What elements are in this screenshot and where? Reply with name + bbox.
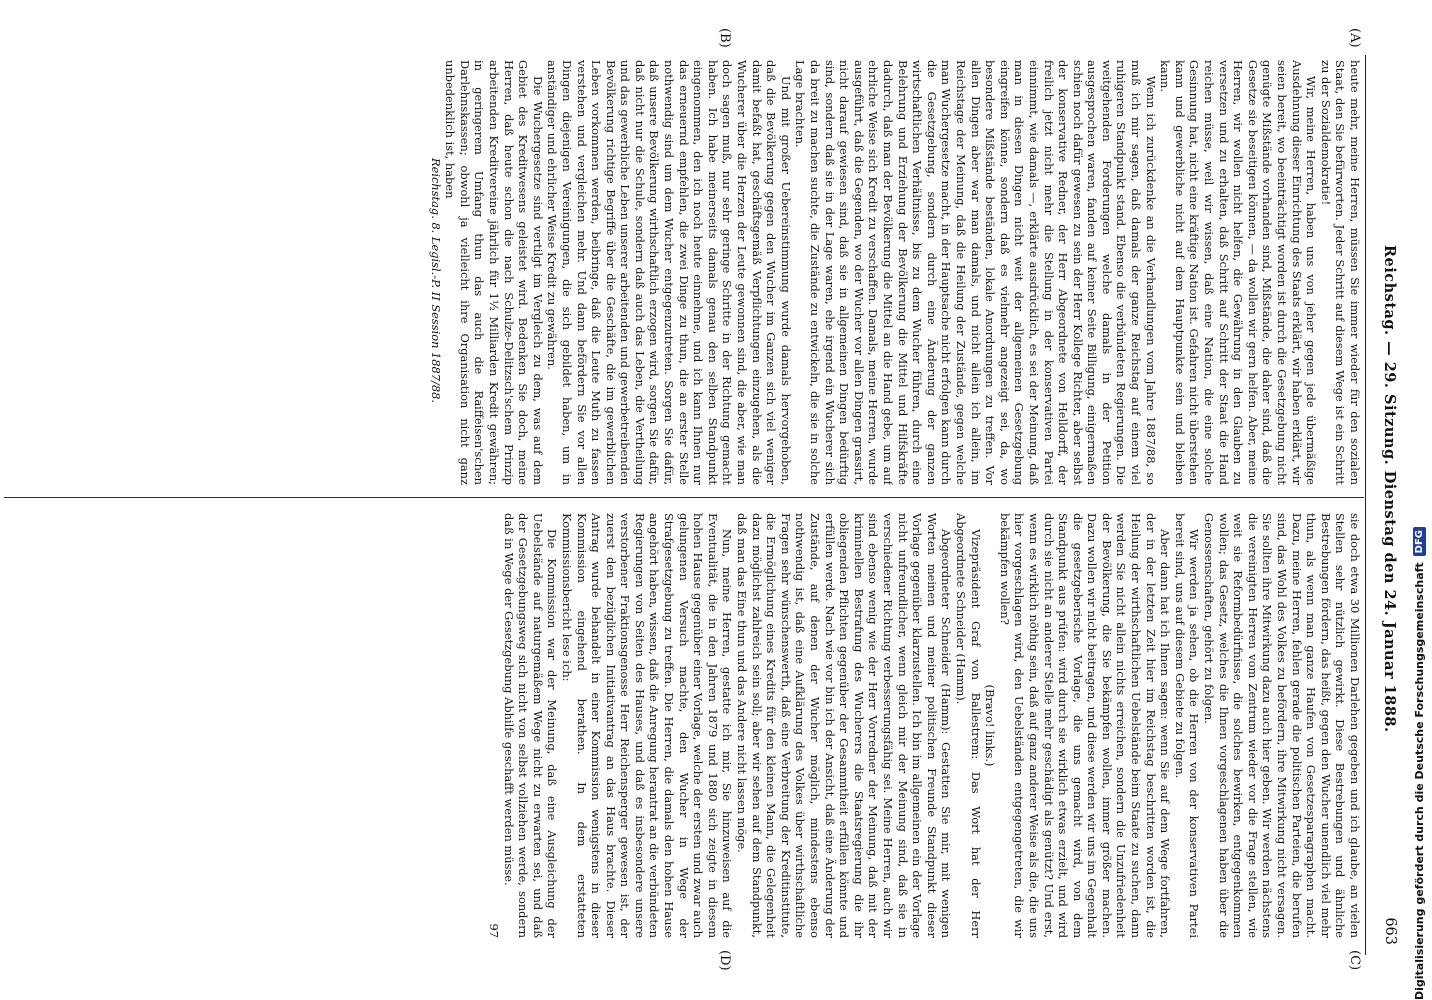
margin-marker-b: (B) [717, 28, 732, 48]
paragraph: Die Wuchergesetze sind vertilgt im Vergleich zu dem, was auf dem Gebiet des Kreditwesens geleistet wird. Bedenken Sie doch, meine Herren, daß heute schon die nach Schulze-Delitzsch'schem Prinzip arbeitenden Kreditvereine jährlich für 1½ Milliarden Kredit gewähren; in geringerem Umfang thun das auch die Raiffeisen'schen Darlehnskassen; obwohl ja vielleicht ihre Organisation nicht ganz unbedenklich ist, haben [443, 60, 545, 485]
paragraph: Die Kommission war der Meinung, daß eine Ausgleichung der Uebelstände auf naturgemäßem Wege nicht zu erwarten sei, und daß der Gesetzgebungsweg sich nicht von selbst vollziehen werde, sondern daß in Wege der Gesetzgebung Abhilfe geschafft werden müsse. [501, 513, 560, 938]
paragraph: Nun, meine Herren, gestatte ich mir, Sie hinzuweisen auf die Eventualität, die in den Jahren 1879 und 1880 sich zeigte in diesem hohen Hause gegenüber einer Vorlage, welche der ersten und zwar auch gelungenen Versuch machte, den Wucher in Wege der Strafgesetzgebung zu treffen. Die Herren, die damals den hohen Hause angehört haben, wissen, daß die Anregung herantrat an die verbündeten Regierungen von Seiten des Hauses, und daß es insbesondere unsere verstorbener Fraktionsgenosse Herr Reichensperger gewesen ist, der zuerst den bezüglichen Initiativantrag an das Haus brachte. Dieser Antrag wurde behandelt in einer Kommission wenigstens in dieser Kommission eingehend berathen. In dem erstatteten Kommissionsbericht lese ich: [559, 513, 735, 938]
running-title: Reichstag. — 29. Sitzung. Dienstag den 24. Januar 1888. [1381, 245, 1398, 733]
page-number: 663 [1382, 917, 1398, 945]
speaker-intro: Vizepräsident Graf von Ballestrem: Das Wort hat der Herr Abgeordnete Schneider (Hamm). [953, 513, 983, 938]
page-header [1376, 55, 1398, 945]
margin-marker-a: (A) [1347, 28, 1362, 48]
credit-text: Digitalisierung gefördert durch die Deutsche Forschungsgemeinschaft [1412, 562, 1426, 1000]
margin-marker-c: (C) [1347, 950, 1362, 971]
applause-note: (Bravo! links.) [983, 684, 998, 767]
left-text-column [12, 60, 1362, 485]
paragraph: Wenn ich zurückdenke an die Verhandlungen vom Jahre 1887/88, so muß ich mir sagen, daß damals der ganze Reichstag auf einem viel ruhigeren Standpunkt stand. Ebenso die verbündeten Regierungen. Die weitgehenden Forderungen welche damals in der Petition ausgesprochen waren, fanden auf keiner Seite Billigung, einigermaßen schien noch dafür gewesen zu sein der Herr Kollege Richter, aber selbst der konservative Redner, der Herr Abgeordnete von Helldorff, der freilich jetzt nicht mehr die Stellung in der konservativen Partei einnimmt, wie damals —, erklärte ausdrücklich, es sei der Meinung, daß man in diesen Dingen nicht weit der allgemeinen Gesetzgebung eingreifen könne, sondern daß es vielmehr angezeigt sei, da, wo besondere Mißstände beständen, lokale Anordnungen zu treffen. Vor allen Dingen aber war man damals, und nicht allein ich allein, im Reichstage der Meinung, daß die Heilung der Zustände, gegen welche man Wuchergesetze macht, in der Hauptsache nicht erfolgen kann durch die Gesetzgebung, sondern durch eine Änderung der ganzen wirtschaftlichen Verhältnisse, bis zu dem Wucher führen, durch eine Belehrung und Erziehung der Bevölkerung die Mittel und Hilfskräfte dadurch, daß man der Bevölkerung die Mittel an die Hand gebe, um auf ehrliche Weise sich Kredit zu verschaffen. Damals, meine Herren, wurde ausgeführt, daß die Gegenden, wo der Wucher vor allen Dingen grassirt, nicht darauf gewiesen sind, daß sie in allgemeinen Dingen bedürftig sind, sondern daß sie in der Lage waren, ehe irgend ein Wucherer sich da breit zu machen suchte, die Zustände zu entwickeln, die sie in solche Lage brachten. [793, 60, 1158, 485]
paragraph: Und mit großer Uebereinstimmung wurde damals hervorgehoben, daß die Bevölkerung gegen den Wucher im Ganzen sich viel weniger damit befaßt hat, geschäftsgemäß Verpflichtungen einzugehen, als die Wucherer über die Herzen der Leute gewonnen sind, die aber, wie man doch sagen muß, nur sehr geringe Schritte in der Richtung gemacht haben. Ich habe meinerseits damals genau den selben Standpunkt eingenommen, den ich noch heute einnehme, und ich kann Ihnen nur das erneuernd empfehlen, die zwei Dinge zu thun, die an erster Stelle nothwendig sind um dem Wucher entgegenzutreten. Sorgen Sie dafür, daß unsere Bevölkerung wirthschaftlich erzogen wird, sorgen Sie dafür, daß nicht nur die Schule, sondern daß auch das Leben, die Vertheilung und das gewerbliche Leben unserer arbeitenden und gewerbetreibenden Bevölkerung richtige Begriffe über die Geschäfte, die im gewerblichen Leben vorkommen werden, beibringe, daß die Leute Muth zu fassen verstehen und vergleichen mehr. Und dann befördern Sie vor allen Dingen diejenigen Vereinigungen, die sich gebildet haben, um in anständiger und ehrlicher Weise Kredit zu gewähren. [545, 60, 793, 485]
digitization-credit [1409, 0, 1429, 1000]
column-divider [4, 497, 1364, 498]
paragraph: Aber dann hat ich Ihnen sagen: wenn Sie auf dem Wege fortfahren, der in der letzten Zeit hier im Reichstag beschritten worden ist, die Heilung der wirthschaftlichen Uebelstände beim Staate zu suchen, dann werden Sie nicht allein nichts erreichen, sondern die Unzufriedenheit der Bevölkerung, die Sie bekämpfen wollen, immer größer machen. Dazu wollen wir nicht beitragen, und diese werden wir uns im Gegenhalt die gesetzgeberische Vorlage, die uns gemacht wird, von dem Standpunkt aus prüfen: wird durch sie wirklich etwas erzielt, und wird durch sie nicht an anderer Stelle mehr geschädigt als genützt? Und erst, wenn es wirklich nöthig sein, daß auf ganz anderer Weise als die, die uns hier vorgeschlagen wird, den Uebelständen entgegengetreten, die wir bekämpfen wollen? [997, 513, 1173, 938]
header-rule [1365, 55, 1366, 955]
paragraph: Wir werden ja sehen, ob die Herren von der konservativen Partei bereit sind, uns auf diesem Gebiete zu folgen. [1172, 513, 1202, 938]
session-footer: Reichstag. 8. Legisl.-P. II Session 1887/88. [428, 158, 443, 403]
margin-marker-d: (D) [717, 950, 732, 971]
dfg-logo-icon: DFG [1413, 527, 1426, 556]
paragraph: heute mehr, meine Herren, müssen Sie immer wieder für den sozialen Staat, den Sie befürworten. Jeder Schritt auf diesem Wege ist ein Schritt zu der Sozialdemokratie! [1318, 60, 1362, 485]
right-text-column [12, 513, 1362, 938]
page-foot-number: 97 [486, 923, 501, 938]
paragraph: Wir, meine Herren, haben uns von jeher gegen jede übermäßige Ausdehnung dieser Einrichtung des Staats erklärt, wir haben erklärt, wir seien bereit, wo beeinträchtigt worden ist durch die Gesetzgebung nicht genügte Mißstände vorhanden sind, Mißstände, die daher sind, daß die Gesetze sie beseitigen können, — da wollen wir gern helfen. Aber, meine Herren, wir wollen nicht helfen, die Gewährung in den Glauben zu versetzen und zu erhalten, daß Schritt auf Schritt der Staat die Hand reichen müsse, weil wir wissen, daß eine Nation, die eine solche Gesinnung hat, nicht eine kräftige Nation ist. Gefahren nicht überstehen kann und gewerbliche nicht auf dem Hauptpunkte sein und bleiben kann. [1158, 60, 1319, 485]
paragraph: sie doch etwa 30 Millionen Darlehen gegeben und ich glaube, an vielen Stellen sehr nützlich gewirkt. Diese Bestrebungen und ähnliche Bestrebungen fördern, das heißt, gegen den Wucher unendlich viel mehr thun, als wenn man ganze Haufen von Gesetzesparagraphen macht. Dazu, meine Herren, fehlen gerade die politischen Parteien, die berufen sind, das Wohl des Volkes zu befördern, ihre Mitwirkung nicht versagen. Sie sollten ihre Mitwirkung dazu auch hier geben. Wir werden nächstens die vereinigten Herren vom Zentrum wieder vor die Frage stellen, wie weit sie Reformbedürfnisse, die solches bewirken, entgegenkommen wollen; das Gesetz, welches die Ihnen vorgeschlagenen haben über die Genossenschaften, gehört zu folgen. [1202, 513, 1362, 938]
paragraph: Abgeordneter Schneider (Hamm): Gestatten Sie mir, mit wenigen Worten meinen und meiner politischen Freunde Standpunkt dieser Vorlage gegenüber klarzustellen. Ich bin im allgemeinen ein der Vorlage nicht unfreundlicher, wenn gleich mir der Meinung sind, daß sie in verschiedener Richtung verbesserungsfähig sei. Meine Herren, auch wir sind ebenso wenig wie der Herr Vorredner der Meinung, daß mit der kriminellen Bestrafung des Wucherers die Staatsregierung die ihr obliegenden Pflichten gegenüber der Gesammtheit erfüllen könnte und erfüllen werde. Nach wie vor bin ich der Ansicht, daß eine Änderung der Zustände, auf denen der Wucher möglich, mindestens ebenso nothwendig ist, daß eine Aufklärung des Volkes über wirthschaftliche Fragen sehr wünschenswerth, daß eine Verbreitung der Kreditinstitute, die Ermöglichung eines Kredits für den kleinen Mann, die Gelegenheit dazu möglichst zahlreich sein soll; aber wir sehen auf dem Standpunkt, daß man das Eine thun und das Andere nicht lassen möge. [735, 513, 954, 938]
